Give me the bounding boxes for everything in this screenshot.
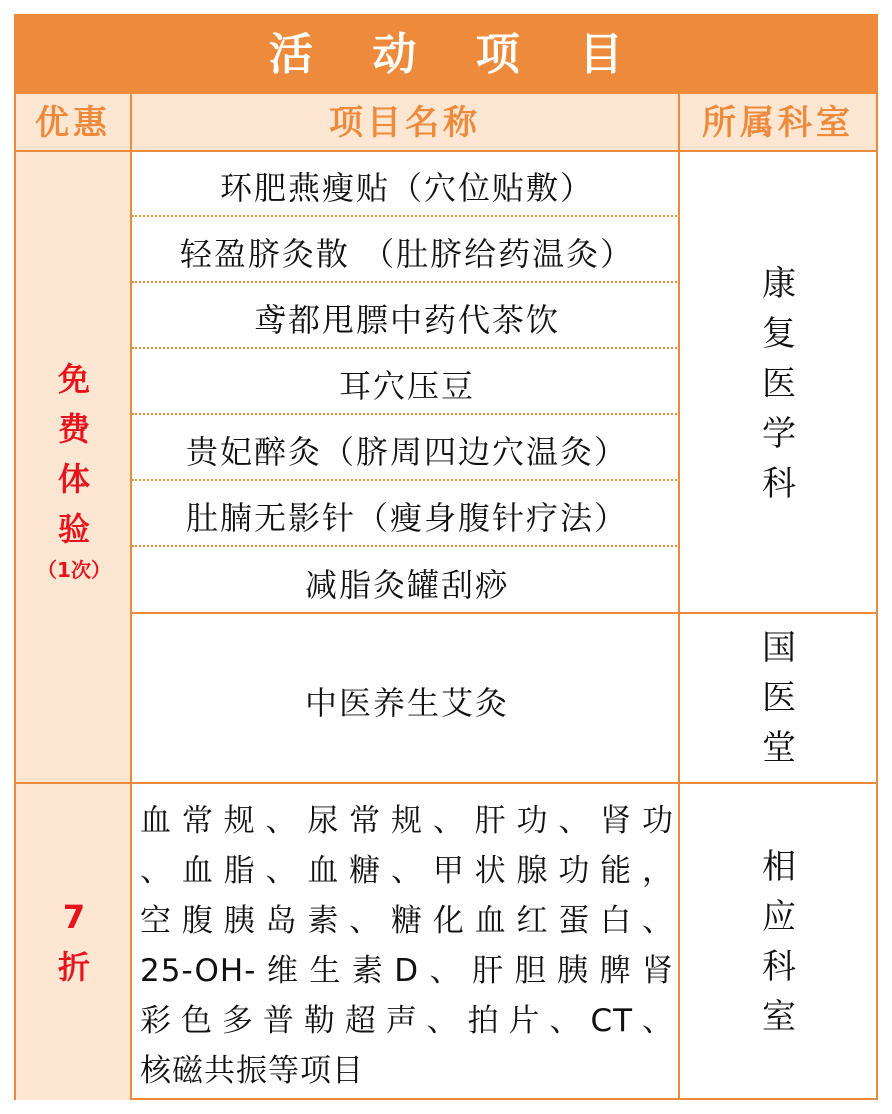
list-item: 减脂灸罐刮痧	[304, 566, 509, 604]
list-item: 耳穴压豆	[338, 367, 475, 405]
list-item: 环肥燕瘦贴（穴位贴敷）	[219, 169, 594, 207]
discount-label: 7 折	[57, 898, 90, 986]
activity-table	[14, 14, 878, 1100]
row-separator	[132, 215, 680, 217]
divider	[132, 612, 678, 614]
list-item: 贵妃醉灸（脐周四边穴温灸）	[185, 433, 628, 471]
row-separator	[132, 479, 680, 481]
divider	[16, 782, 876, 784]
list-item: 肚腩无影针（瘦身腹针疗法）	[185, 499, 628, 537]
row-separator	[132, 281, 680, 283]
department-related: 相 应 科 室	[762, 847, 796, 1037]
divider	[680, 612, 876, 614]
header-department: 所属科室	[680, 94, 876, 152]
department-national: 国 医 堂	[762, 628, 796, 768]
list-item: 轻盈脐灸散 （肚脐给药温灸）	[179, 235, 635, 273]
header-project-name: 项目名称	[132, 94, 680, 152]
header-discount: 优惠	[16, 94, 132, 152]
free-trial-label: 免 费 体 验	[57, 360, 90, 548]
divider	[678, 150, 680, 1100]
row-separator	[132, 413, 680, 415]
row-separator	[132, 347, 680, 349]
table-title: 活 动 项 目	[16, 16, 876, 94]
department-rehab: 康 复 医 学 科	[762, 264, 796, 504]
divider	[16, 92, 876, 94]
list-item: 鸢都甩膘中药代茶饮	[253, 301, 560, 339]
divider	[16, 150, 876, 152]
list-item: 中医养生艾灸	[304, 684, 509, 722]
row-separator	[132, 545, 680, 547]
free-trial-note: （1次）	[37, 558, 111, 582]
discount-description: 血常规、尿常规、肝功、肾功 、血脂、血糖、甲状腺功能， 空腹胰岛素、糖化血红蛋白、 25-OH-维生素D、肝胆胰脾肾 彩色多普勒超声、拍片、CT、 核磁共振等项目	[140, 803, 674, 1089]
